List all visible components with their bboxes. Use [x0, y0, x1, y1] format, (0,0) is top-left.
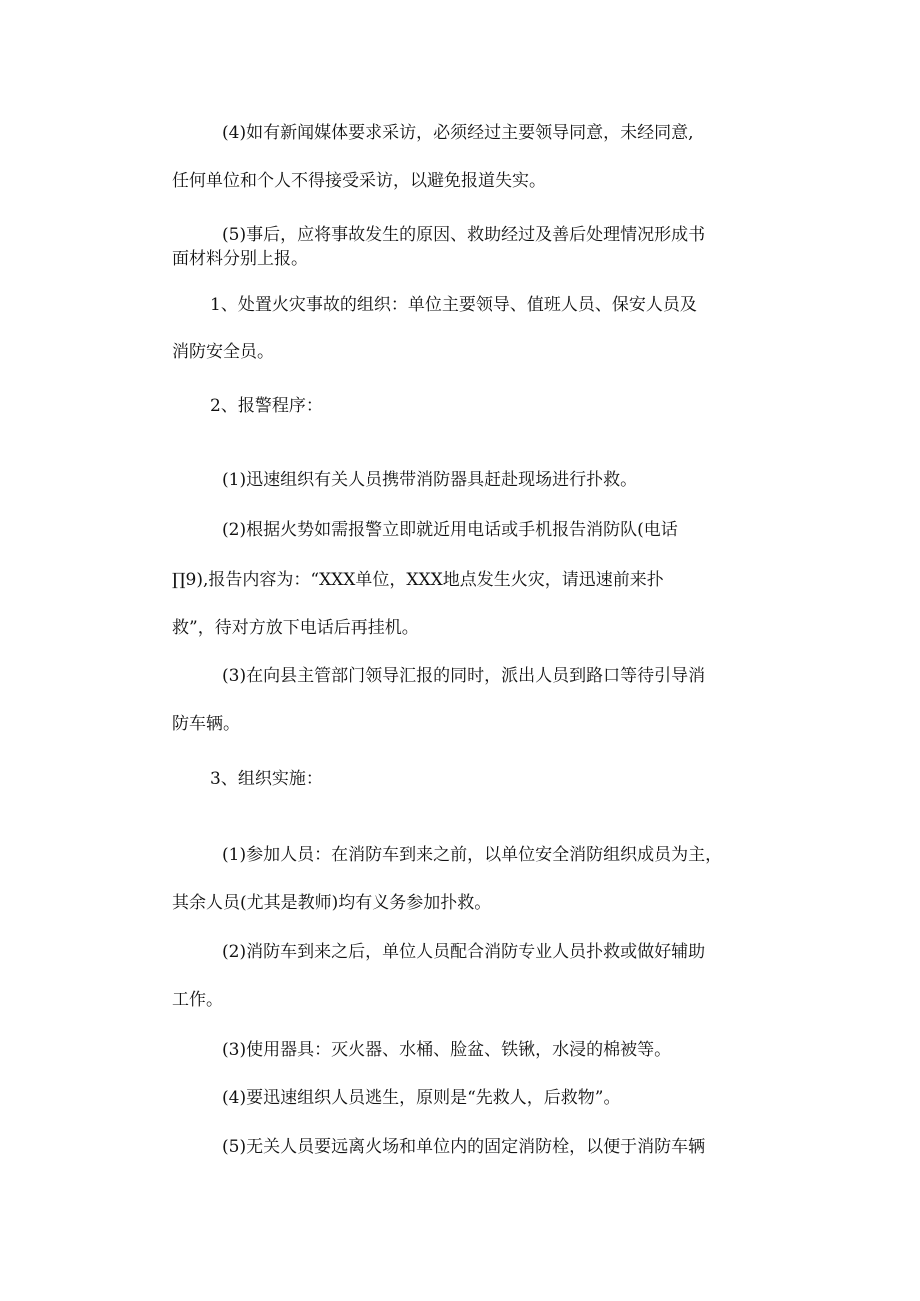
paragraph-line: 消防安全员。 [172, 342, 274, 362]
section-heading: 2、报警程序： [210, 396, 323, 416]
paragraph-line: (1)迅速组织有关人员携带消防器具赶赴现场进行扑救。 [222, 470, 638, 490]
paragraph-line: 工作。 [172, 990, 223, 1010]
paragraph-line: (5)事后，应将事故发生的原因、救助经过及善后处理情况形成书 [222, 225, 706, 245]
paragraph-line: 面材料分别上报。 [172, 249, 308, 269]
paragraph-line: 防车辆。 [172, 714, 240, 734]
paragraph-line: (1)参加人员：在消防车到来之前，以单位安全消防组织成员为主， [222, 845, 723, 865]
paragraph-line: (5)无关人员要远离火场和单位内的固定消防栓，以便于消防车辆 [222, 1137, 706, 1157]
paragraph-line: 其余人员(尤其是教师)均有义务参加扑救。 [172, 893, 492, 913]
paragraph-line: (3)使用器具：灭火器、水桶、脸盆、铁锹，水浸的棉被等。 [222, 1040, 672, 1060]
paragraph-line: (3)在向县主管部门领导汇报的同时，派出人员到路口等待引导消 [222, 666, 706, 686]
paragraph-line: 1、处置火灾事故的组织：单位主要领导、值班人员、保安人员及 [210, 295, 697, 315]
paragraph-line: (2)消防车到来之后，单位人员配合消防专业人员扑救或做好辅助 [222, 942, 706, 962]
paragraph-line: (2)根据火势如需报警立即就近用电话或手机报告消防队(电话 [222, 520, 678, 540]
paragraph-line: ∏9),报告内容为：“XXX单位，XXX地点发生火灾，请迅速前来扑 [172, 570, 664, 590]
section-heading: 3、组织实施： [210, 769, 323, 789]
paragraph-line: 任何单位和个人不得接受采访，以避免报道失实。 [172, 171, 546, 191]
paragraph-line: (4)要迅速组织人员逃生，原则是“先救人，后救物”。 [222, 1088, 621, 1108]
paragraph-line: 救”，待对方放下电话后再挂机。 [172, 618, 419, 638]
paragraph-line: (4)如有新闻媒体要求采访，必须经过主要领导同意，未经同意, [222, 123, 694, 143]
